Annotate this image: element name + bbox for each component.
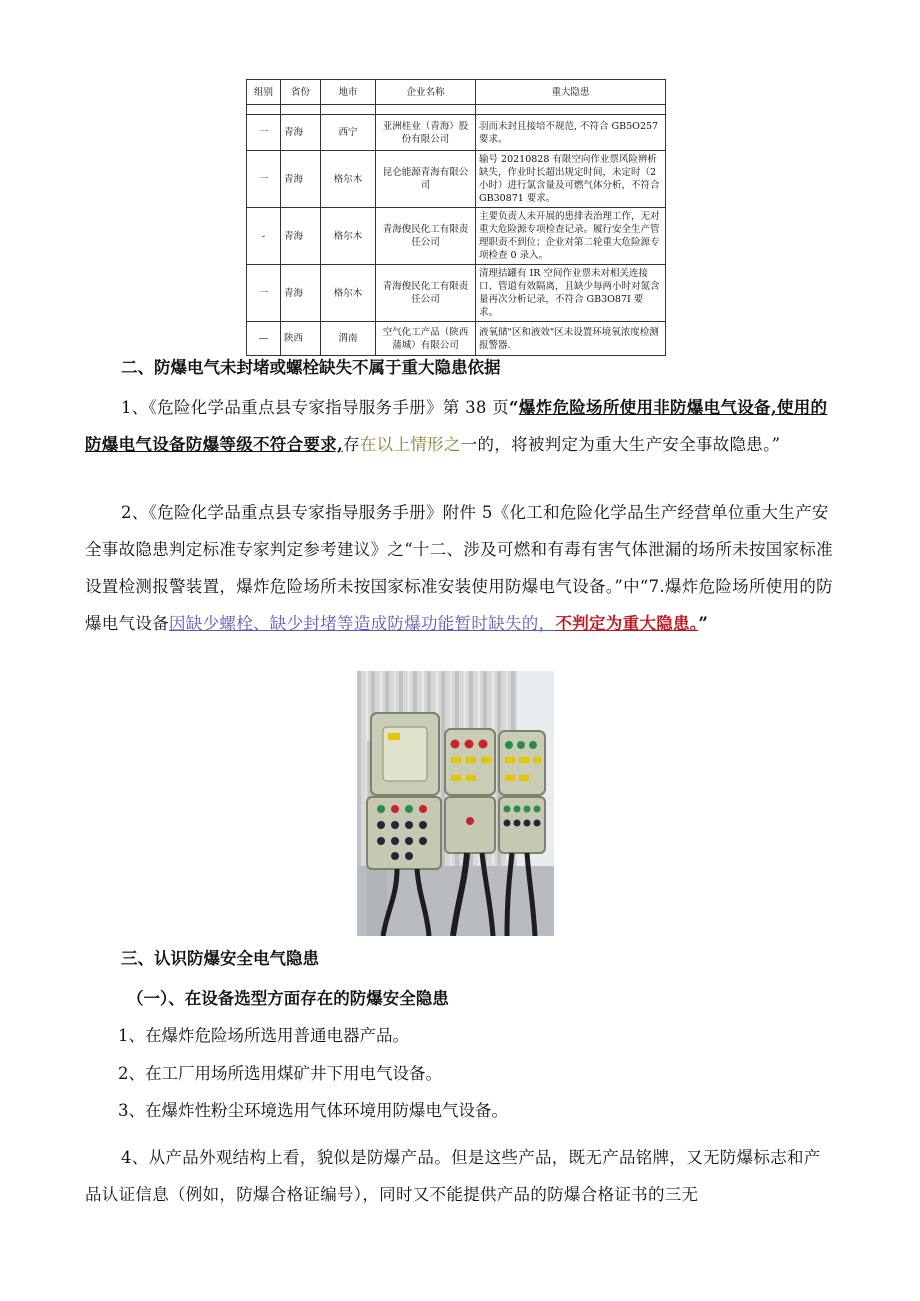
cell-city: 渭南 — [321, 322, 376, 356]
section-3-heading: 三、认识防爆安全电气隐患 — [121, 949, 319, 968]
table-row — [247, 265, 666, 322]
section-2-heading: 二、防爆电气未封堵或螺栓缺失不属于重大隐患依据 — [121, 358, 501, 377]
header-group: 组别 — [247, 80, 281, 105]
p1-text-a: 1、《危险化学品重点县专家指导服务手册》第 38 页 — [121, 398, 510, 417]
section-3-subheading: （一）、在设备选型方面存在的防爆安全隐患 — [127, 989, 449, 1008]
cell-enterprise: 空气化工产品（陕西蒲城）有限公司 — [376, 322, 476, 356]
cell-hazard: 清理拮罐有 IR 空间作业票未对相关连接口、管道有效隔离，且缺少每两小时对氮含量再次分析记录，不符合 GB3O87I 要求。 — [476, 265, 666, 322]
cell-group: 一 — [247, 115, 281, 151]
p1-olive-text: 在以上情形之 — [359, 435, 461, 454]
p2-text-a: 2、《危险化学品重点县专家指导服务手册》附件 5《化工和危险化学品生产经营单位重大生产安全事故隐患判定标准专家判定参考建议》之“十二、涉及可燃和有毒有害气体泄漏的场所未按国家标准设置检测报警装置，爆炸危险场所未按国家标准安装使用防爆电气设备。”中“7.爆炸危险场所使用的防爆电气设备 — [85, 503, 833, 633]
cell-province: 青海 — [281, 115, 321, 151]
cell-province: 青海 — [281, 265, 321, 322]
cell-enterprise: 青海俊民化工有限责任公司 — [376, 265, 476, 322]
p2-red-text: 不判定为重大隐患。 — [555, 614, 699, 633]
table-row — [247, 151, 666, 208]
p1-text-c: 存 — [343, 435, 360, 454]
list-item: 2、在工厂用场所选用煤矿井下用电气设备。 — [118, 1064, 442, 1083]
table-row — [247, 322, 666, 356]
p2-quote-close: ” — [698, 614, 709, 633]
cell-group: - — [247, 208, 281, 265]
table-row — [247, 208, 666, 265]
p1-text-e: 一的，将被判定为重大生产安全事故隐患。” — [460, 435, 781, 454]
table-row — [247, 115, 666, 151]
p1-quote-open: “ — [509, 398, 519, 417]
panel-illustration — [357, 671, 554, 936]
cell-city: 格尔木 — [321, 151, 376, 208]
cell-hazard: 液氧储"区和液效"区未设置环境氧浓度检测报警器. — [476, 322, 666, 356]
cell-group: 一 — [247, 151, 281, 208]
list-item: 3、在爆炸性粉尘环境选用气体环境用防爆电气设备。 — [118, 1101, 508, 1120]
cell-city: 格尔木 — [321, 265, 376, 322]
cell-enterprise: 亚洲桂业（青海）股份有限公司 — [376, 115, 476, 151]
explosion-proof-panel-photo — [357, 671, 554, 936]
header-province: 省份 — [281, 80, 321, 105]
cell-hazard: 主要负责人未开展的患排表治理工作，无对重大危险源专项检查记录。履行安全生产管理职责不到位；企业对第二轮重大危险源专项检查 0 录入。 — [476, 208, 666, 265]
cell-province: 青海 — [281, 151, 321, 208]
p2-purple-text: 因缺少螺栓、缺少封堵等造成防爆功能暂时缺失的， — [169, 614, 556, 633]
cell-hazard: 羽而未封且接培不规范, 不符合 GB5O257 要求。 — [476, 115, 666, 151]
table-header-row — [247, 80, 666, 105]
header-hazard: 重大隐患 — [476, 80, 666, 105]
list-item: 1、在爆炸危险场所选用普通电器产品。 — [118, 1026, 409, 1045]
header-city: 地市 — [321, 80, 376, 105]
hazard-table — [246, 79, 666, 356]
table-spacer-row — [247, 105, 666, 115]
p1-emphasis: 爆炸危险场所使用非防爆电气设备,使用的防爆电气设备防爆等级不符合要求, — [85, 398, 828, 454]
cell-group: 一 — [247, 265, 281, 322]
cell-enterprise: 昆仑能源青海有限公司 — [376, 151, 476, 208]
cell-hazard: 输号 20210828 有限空向作业票风险辨析缺失，作业时长超出规定时间，未定时（2 小时）进行氯含量及可燃气体分析，不符合 GB30871 要求。 — [476, 151, 666, 208]
cell-city: 格尔木 — [321, 208, 376, 265]
header-enterprise: 企业名称 — [376, 80, 476, 105]
cell-group: — — [247, 322, 281, 356]
section-2-paragraph-2 — [85, 494, 835, 642]
section-2-paragraph-1 — [85, 389, 835, 463]
cell-city: 西宁 — [321, 115, 376, 151]
cell-province: 陕西 — [281, 322, 321, 356]
cell-enterprise: 青海俊民化工有限责任公司 — [376, 208, 476, 265]
cell-province: 青海 — [281, 208, 321, 265]
section-3-paragraph-4: 4、从产品外观结构上看，貌似是防爆产品。但是这些产品，既无产品铭牌，又无防爆标志和产品认证信息（例如，防爆合格证编号），同时又不能提供产品的防爆合格证书的三无 — [85, 1148, 821, 1204]
